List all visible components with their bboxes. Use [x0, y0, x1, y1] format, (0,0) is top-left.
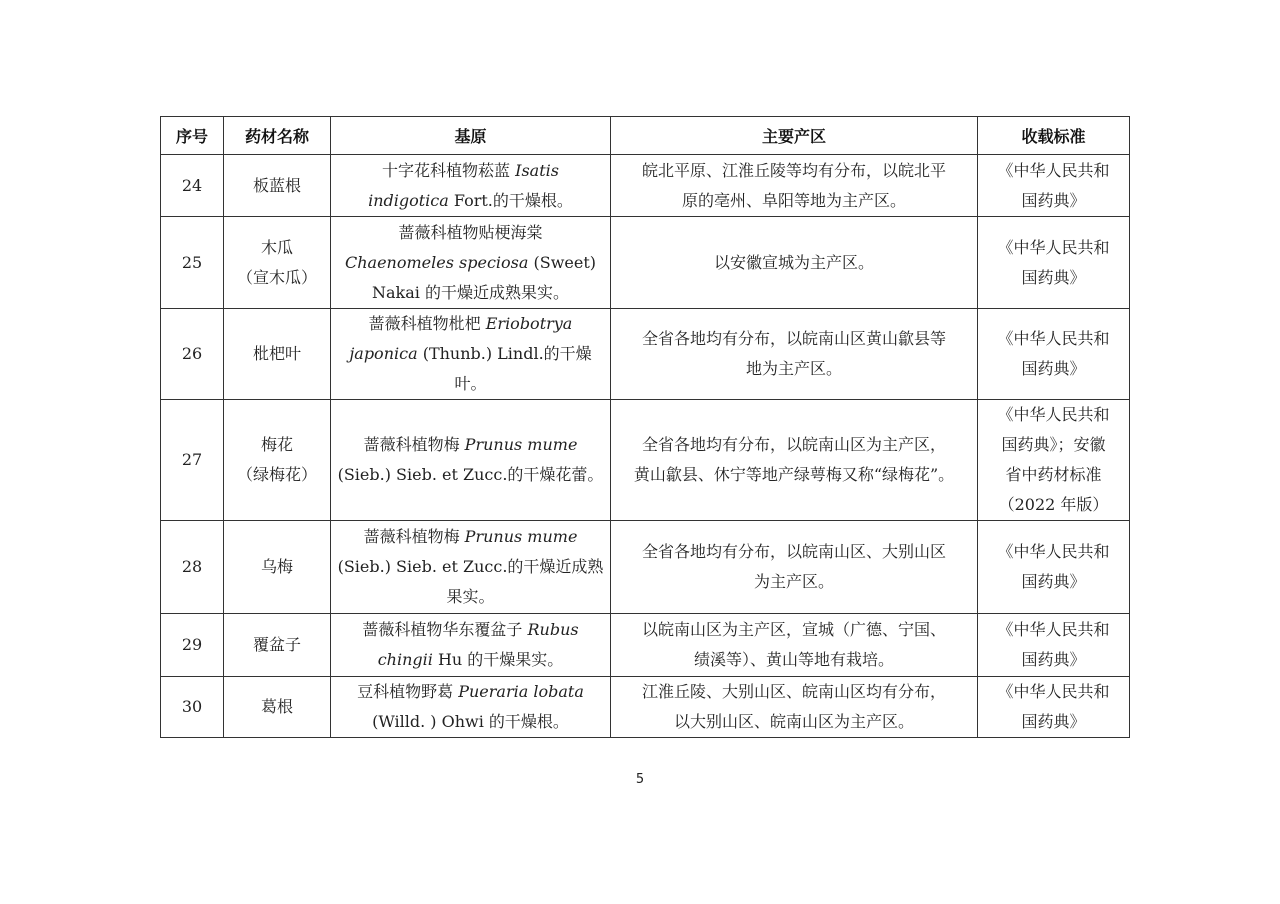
cell-standard — [978, 309, 1130, 400]
text-segment: (Sieb.) Sieb. et Zucc.的干燥花蕾。 — [337, 465, 604, 484]
cell-region — [611, 614, 978, 677]
cell-source — [331, 614, 611, 677]
cell-no: 24 — [161, 155, 224, 217]
cell-line: 《中华人民共和 — [997, 160, 1110, 180]
latin-name: Prunus mume — [464, 527, 578, 546]
cell-line: 《中华人民共和 — [997, 237, 1110, 257]
table-row — [161, 400, 1130, 521]
cell-line — [337, 218, 604, 248]
cell-no: 25 — [161, 217, 224, 309]
table-row — [161, 155, 1130, 217]
cell-no: 27 — [161, 400, 224, 521]
text-segment: 果实。 — [446, 587, 495, 606]
cell-line: 《中华人民共和 — [997, 542, 1110, 561]
cell-line: 黄山歙县、休宁等地产绿萼梅又称“绿梅花”。 — [633, 465, 955, 484]
cell-line: 为主产区。 — [753, 572, 834, 591]
cell-line: 国药典》 — [1021, 267, 1086, 287]
cell-line: 国药典》 — [1021, 712, 1086, 731]
latin-name: Rubus — [527, 620, 579, 639]
cell-source — [331, 521, 611, 614]
text-segment: Nakai 的干燥近成熟果实。 — [372, 282, 569, 302]
cell-standard — [978, 400, 1130, 521]
latin-name: Chaenomeles speciosa — [345, 252, 529, 272]
cell-name — [224, 677, 331, 738]
cell-region — [611, 677, 978, 738]
cell-no: 28 — [161, 521, 224, 614]
table-header-row — [161, 117, 1130, 155]
text-segment: 豆科植物野葛 — [357, 682, 459, 701]
cell-line: （绿梅花） — [236, 465, 317, 484]
text-segment: Hu 的干燥果实。 — [432, 650, 564, 669]
cell-line: 全省各地均有分布，以皖南山区黄山歙县等 — [641, 329, 946, 348]
herb-table — [160, 116, 1130, 738]
cell-region — [611, 309, 978, 400]
cell-line: 绩溪等）、黄山等地有栽培。 — [693, 650, 894, 669]
header-region: 主要产区 — [611, 117, 978, 155]
cell-line: 地为主产区。 — [745, 359, 842, 378]
header-name: 药材名称 — [224, 117, 331, 155]
cell-line — [337, 248, 604, 278]
latin-name: indigotica — [368, 190, 449, 210]
cell-no: 29 — [161, 614, 224, 677]
cell-source — [331, 400, 611, 521]
cell-line: 覆盆子 — [252, 635, 301, 654]
cell-line — [337, 582, 604, 612]
cell-name — [224, 217, 331, 309]
text-segment: (Thunb.) Lindl.的干燥叶。 — [417, 344, 592, 393]
cell-standard — [978, 155, 1130, 217]
latin-name: Eriobotrya — [485, 314, 573, 333]
cell-line: 木瓜 — [260, 237, 293, 257]
text-segment: 蔷薇科植物枇杷 — [368, 314, 486, 333]
cell-line: 全省各地均有分布，以皖南山区、大别山区 — [641, 542, 946, 561]
text-segment: (Sweet) — [528, 252, 596, 272]
cell-source — [331, 217, 611, 309]
cell-line — [337, 309, 604, 339]
cell-line: 省中药材标准 — [1005, 465, 1102, 484]
cell-line: 《中华人民共和 — [997, 620, 1110, 639]
text-segment: 蔷薇科植物华东覆盆子 — [362, 620, 528, 639]
cell-line: 以大别山区、皖南山区为主产区。 — [673, 712, 914, 731]
header-standard: 收载标准 — [978, 117, 1130, 155]
cell-line — [337, 430, 604, 460]
cell-line: 原的亳州、阜阳等地为主产区。 — [681, 190, 906, 210]
text-segment: 蔷薇科植物梅 — [363, 527, 465, 546]
cell-standard — [978, 217, 1130, 309]
cell-no: 26 — [161, 309, 224, 400]
cell-source — [331, 155, 611, 217]
cell-line: 《中华人民共和 — [997, 682, 1110, 701]
cell-line — [337, 552, 604, 582]
table-row — [161, 309, 1130, 400]
header-source: 基原 — [331, 117, 611, 155]
cell-line: 葛根 — [260, 697, 293, 716]
cell-standard — [978, 677, 1130, 738]
table-row — [161, 521, 1130, 614]
cell-source — [331, 677, 611, 738]
cell-line — [337, 615, 604, 645]
cell-line: 国药典》；安徽 — [1001, 435, 1106, 454]
cell-line: 乌梅 — [260, 557, 293, 576]
text-segment: 十字花科植物菘蓝 — [382, 160, 516, 180]
latin-name: japonica — [349, 344, 418, 363]
latin-name: Prunus mume — [464, 435, 578, 454]
cell-line: 板蓝根 — [252, 175, 301, 195]
cell-line — [337, 156, 604, 186]
cell-line: 枇杷叶 — [252, 344, 301, 363]
cell-line: （宣木瓜） — [236, 267, 317, 287]
cell-line: 国药典》 — [1021, 359, 1086, 378]
cell-standard — [978, 614, 1130, 677]
text-segment: Fort.的干燥根。 — [448, 190, 573, 210]
cell-name — [224, 614, 331, 677]
cell-region — [611, 400, 978, 521]
cell-region — [611, 521, 978, 614]
cell-line: 以安徽宣城为主产区。 — [713, 252, 874, 272]
table-row — [161, 614, 1130, 677]
cell-region — [611, 155, 978, 217]
header-no: 序号 — [161, 117, 224, 155]
cell-line: 江淮丘陵、大别山区、皖南山区均有分布， — [641, 682, 946, 701]
cell-line — [337, 186, 604, 216]
text-segment: (Sieb.) Sieb. et Zucc.的干燥近成熟 — [337, 557, 604, 576]
table-row — [161, 217, 1130, 309]
cell-line — [337, 522, 604, 552]
cell-line: 全省各地均有分布，以皖南山区为主产区， — [641, 435, 946, 454]
cell-line: 梅花 — [260, 435, 293, 454]
cell-source — [331, 309, 611, 400]
latin-name: Pueraria lobata — [458, 682, 584, 701]
text-segment: 蔷薇科植物贴梗海棠 — [398, 222, 543, 242]
cell-line — [337, 460, 604, 490]
cell-line: 国药典》 — [1021, 190, 1086, 210]
cell-name — [224, 400, 331, 521]
cell-line: 《中华人民共和 — [997, 405, 1110, 424]
cell-line — [337, 339, 604, 399]
cell-region — [611, 217, 978, 309]
cell-line — [337, 677, 604, 707]
latin-name: chingii — [377, 650, 433, 669]
cell-name — [224, 155, 331, 217]
cell-line: 《中华人民共和 — [997, 329, 1110, 348]
text-segment: (Willd. ) Ohwi 的干燥根。 — [372, 712, 569, 731]
text-segment: 蔷薇科植物梅 — [363, 435, 465, 454]
cell-name — [224, 521, 331, 614]
latin-name: Isatis — [515, 160, 559, 180]
table-row — [161, 677, 1130, 738]
cell-line: 以皖南山区为主产区，宣城（广德、宁国、 — [641, 620, 946, 639]
cell-line — [337, 707, 604, 737]
cell-line: （2022 年版） — [998, 495, 1109, 514]
cell-line: 国药典》 — [1021, 572, 1086, 591]
cell-no: 30 — [161, 677, 224, 738]
cell-name — [224, 309, 331, 400]
page-number: 5 — [635, 772, 645, 787]
cell-line: 国药典》 — [1021, 650, 1086, 669]
cell-line: 皖北平原、江淮丘陵等均有分布，以皖北平 — [641, 160, 946, 180]
cell-standard — [978, 521, 1130, 614]
cell-line — [337, 278, 604, 308]
cell-line — [337, 645, 604, 675]
